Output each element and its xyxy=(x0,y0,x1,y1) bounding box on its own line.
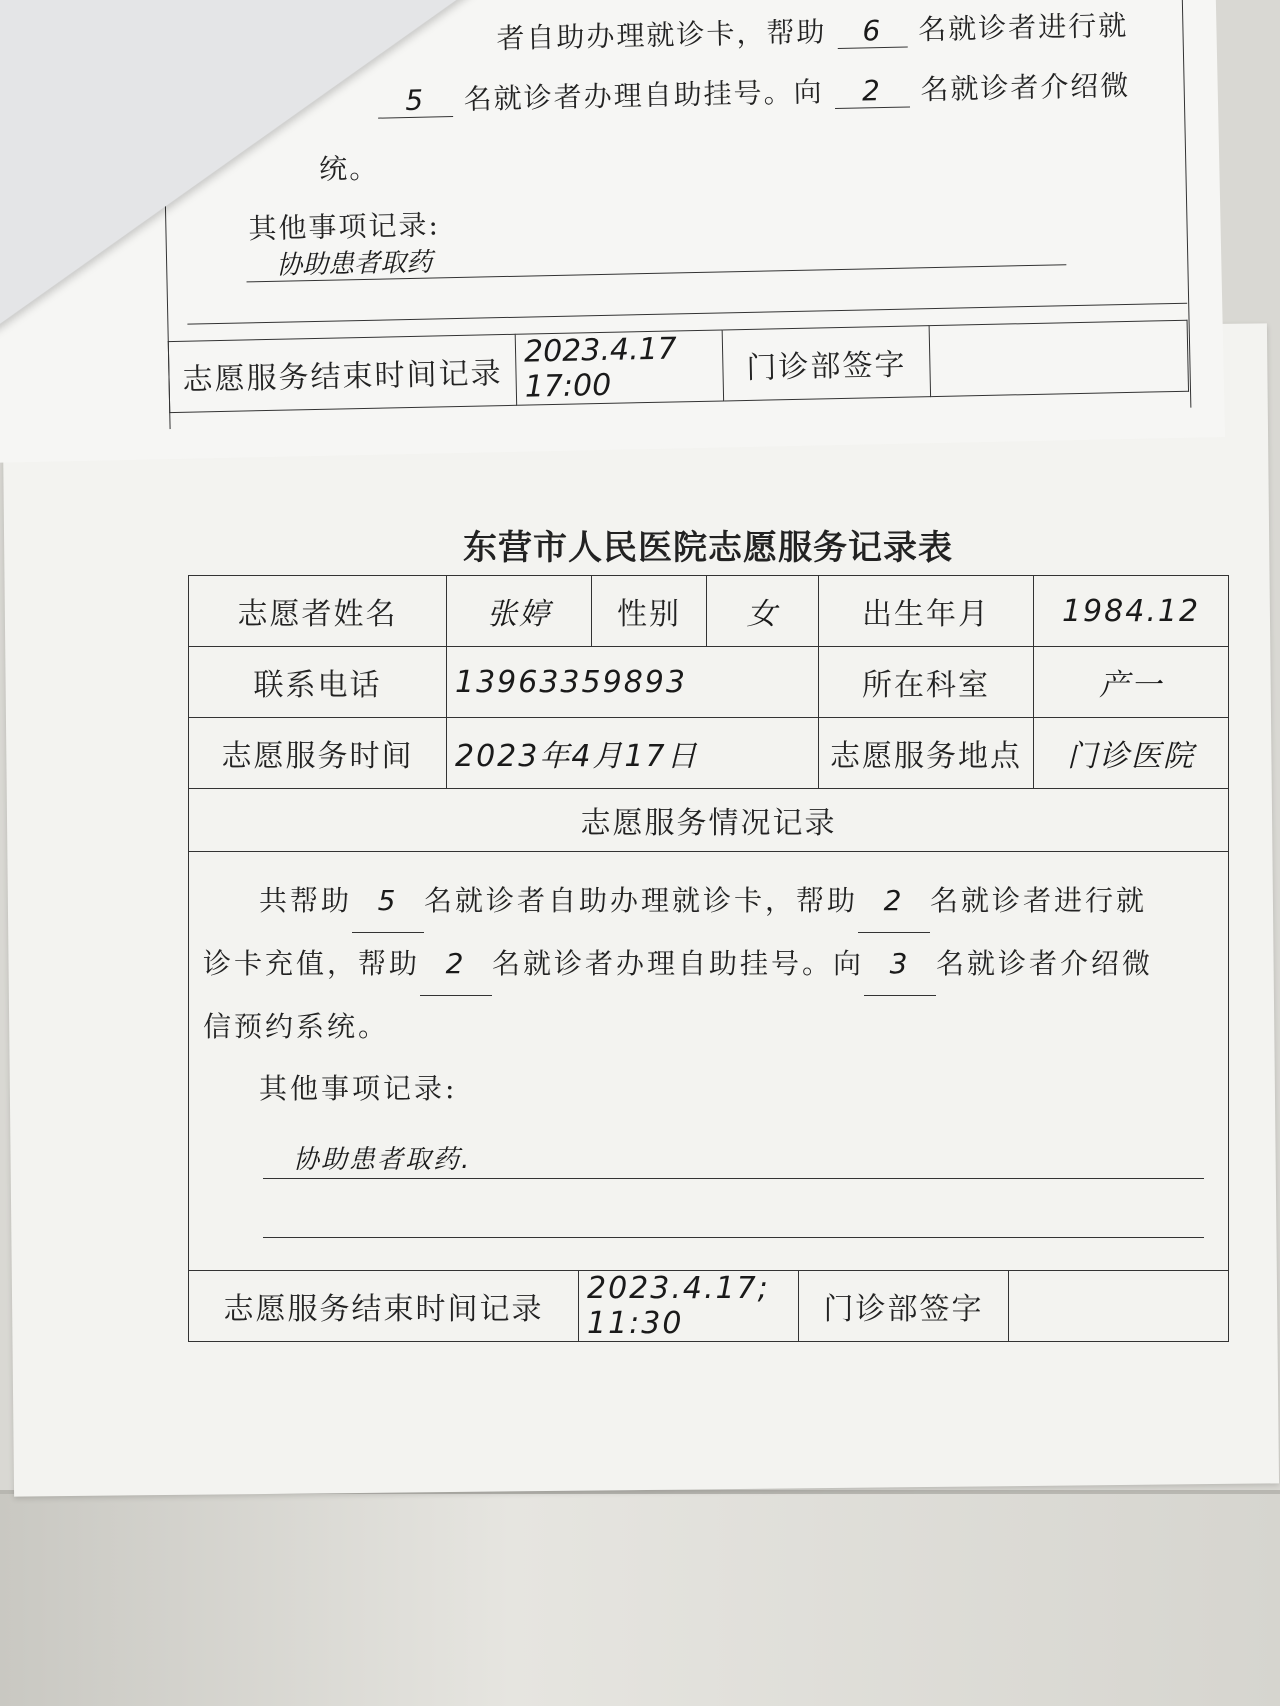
page-curl xyxy=(0,0,533,343)
other-items-value: 协助患者取药. xyxy=(293,1145,472,1175)
previous-wechat-count: 2 xyxy=(834,73,910,109)
dept-label: 所在科室 xyxy=(819,647,1034,718)
desk-surface xyxy=(0,1490,1280,1706)
previous-sign-value xyxy=(929,320,1188,396)
record-header: 志愿服务情况记录 xyxy=(189,789,1229,852)
row-time xyxy=(189,718,1229,789)
previous-sign-label: 门诊部签字 xyxy=(722,326,930,401)
register-count: 2 xyxy=(420,933,492,996)
row-phone xyxy=(189,647,1229,718)
end-time-label: 志愿服务结束时间记录 xyxy=(189,1271,579,1342)
gender-value: 女 xyxy=(707,576,819,647)
record-p3: 信预约系统。 xyxy=(203,1010,390,1043)
previous-register-count: 5 xyxy=(377,83,453,119)
end-time-value: 2023.4.17; 11:30 xyxy=(579,1271,799,1342)
previous-record-sheet xyxy=(0,0,1225,463)
record-p2-c: 名就诊者介绍微 xyxy=(936,947,1154,980)
other-items-line xyxy=(263,1120,1204,1179)
other-items-label: 其他事项记录: xyxy=(259,1072,458,1105)
row-end-time xyxy=(189,1271,1229,1342)
other-items-line-2 xyxy=(263,1179,1204,1238)
card-count: 5 xyxy=(352,870,424,933)
service-time-label: 志愿服务时间 xyxy=(189,718,447,789)
record-p2-b: 名就诊者办理自助挂号。向 xyxy=(492,947,865,980)
end-time-table xyxy=(188,1270,1229,1342)
previous-line-3: 统。 xyxy=(318,151,380,186)
previous-line-1-prefix: 者自助办理就诊卡，帮助 xyxy=(496,15,827,56)
previous-other-label: 其他事项记录: xyxy=(248,208,441,246)
name-label: 志愿者姓名 xyxy=(189,576,447,647)
recharge-count: 2 xyxy=(858,870,930,933)
name-value: 张婷 xyxy=(447,576,592,647)
row-record-body xyxy=(189,852,1229,1271)
phone-value: 13963359893 xyxy=(447,647,819,718)
birth-value: 1984.12 xyxy=(1034,576,1229,647)
previous-end-time-label: 志愿服务结束时间记录 xyxy=(168,334,516,412)
record-p1-b: 名就诊者自助办理就诊卡，帮助 xyxy=(424,884,859,917)
record-p1-c: 名就诊者进行就 xyxy=(930,884,1148,917)
previous-end-time-value: 2023.4.17 17:00 xyxy=(515,330,723,405)
service-place-label: 志愿服务地点 xyxy=(819,718,1034,789)
record-body xyxy=(189,852,1229,1271)
previous-other-value: 协助患者取药 xyxy=(275,247,433,281)
sign-value xyxy=(1009,1271,1229,1342)
sign-label: 门诊部签字 xyxy=(799,1271,1009,1342)
volunteer-record-form xyxy=(188,575,1228,1342)
service-place-value: 门诊医院 xyxy=(1034,718,1229,789)
form-title: 东营市人民医院志愿服务记录表 xyxy=(463,528,953,568)
volunteer-info-table xyxy=(188,575,1229,1271)
birth-label: 出生年月 xyxy=(819,576,1034,647)
service-time-value: 2023年4月17日 xyxy=(447,718,819,789)
previous-line-2-mid: 名就诊者办理自助挂号。向 xyxy=(463,75,824,116)
gender-label: 性别 xyxy=(592,576,707,647)
previous-line-1-suffix: 名就诊者进行就 xyxy=(917,8,1129,47)
record-p2-a: 诊卡充值，帮助 xyxy=(203,947,421,980)
previous-card-count: 6 xyxy=(837,14,908,49)
wechat-count: 3 xyxy=(864,933,936,996)
phone-label: 联系电话 xyxy=(189,647,447,718)
previous-line-2-suffix: 名就诊者介绍微 xyxy=(920,68,1131,107)
record-p1-a: 共帮助 xyxy=(259,884,353,917)
dept-value: 产一 xyxy=(1034,647,1229,718)
row-name xyxy=(189,576,1229,647)
row-record-header xyxy=(189,789,1229,852)
record-paragraph xyxy=(203,870,1214,1120)
